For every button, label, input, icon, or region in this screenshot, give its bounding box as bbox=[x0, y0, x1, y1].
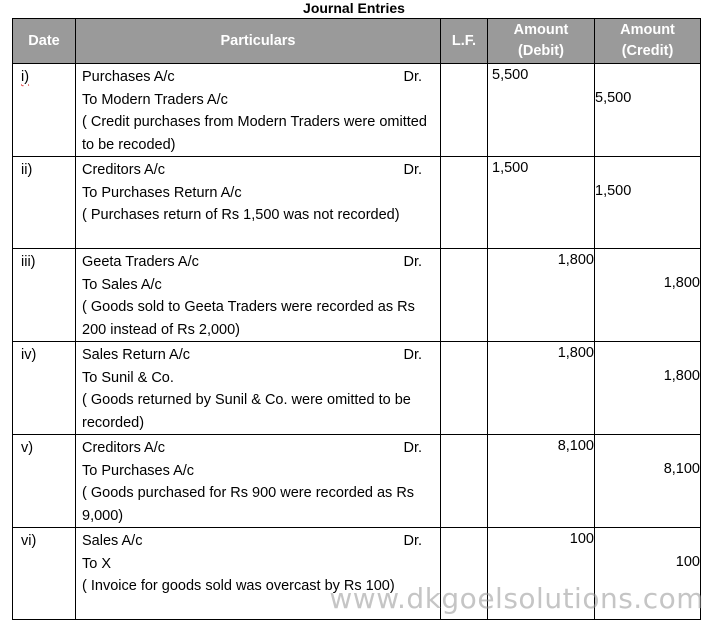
debit-amount: 1,800 bbox=[557, 345, 594, 361]
entry-credit bbox=[595, 342, 701, 435]
entry-date: iii) bbox=[13, 249, 76, 342]
credit-account: To X bbox=[82, 555, 112, 572]
entry-lf bbox=[441, 435, 488, 528]
dr-label: Dr. bbox=[403, 162, 422, 178]
narration: ( Invoice for goods sold was overcast by Rs 100) bbox=[82, 578, 395, 594]
credit-amount: 8,100 bbox=[663, 460, 700, 477]
entry-date: vi) bbox=[13, 528, 76, 620]
credit-account: To Modern Traders A/c bbox=[82, 91, 228, 108]
dr-label: Dr. bbox=[403, 69, 422, 85]
entry-lf bbox=[441, 157, 488, 249]
entry-particulars bbox=[76, 157, 441, 249]
table-row bbox=[13, 342, 701, 435]
narration: ( Goods sold to Geeta Traders were recorded as Rs 200 instead of Rs 2,000) bbox=[82, 299, 415, 338]
dr-label: Dr. bbox=[403, 347, 422, 363]
date-header: Date bbox=[13, 19, 76, 64]
debit-amount: 1,500 bbox=[492, 160, 529, 176]
entry-credit bbox=[595, 435, 701, 528]
credit-account: To Sales A/c bbox=[82, 276, 162, 293]
entry-debit bbox=[488, 157, 595, 249]
entry-credit bbox=[595, 157, 701, 249]
lf-header: L.F. bbox=[441, 19, 488, 64]
debit-amount: 100 bbox=[569, 531, 594, 547]
entry-particulars bbox=[76, 64, 441, 157]
credit-account: To Purchases A/c bbox=[82, 462, 195, 479]
entry-date: v) bbox=[13, 435, 76, 528]
narration: ( Credit purchases from Modern Traders were omitted to be recoded) bbox=[82, 114, 427, 153]
particulars-header: Particulars bbox=[76, 19, 441, 64]
dr-label: Dr. bbox=[403, 440, 422, 456]
header-row bbox=[13, 19, 701, 64]
entry-debit bbox=[488, 435, 595, 528]
dr-label: Dr. bbox=[403, 254, 422, 270]
entry-date: i) bbox=[13, 64, 76, 157]
entry-debit bbox=[488, 64, 595, 157]
watermark: www.dkgoelsolutions.com bbox=[329, 582, 704, 615]
credit-header bbox=[595, 19, 701, 64]
page-title: Journal Entries bbox=[303, 0, 405, 16]
credit-header-line2: (Credit) bbox=[621, 43, 674, 59]
credit-account: To Purchases Return A/c bbox=[82, 184, 242, 201]
debit-account: Creditors A/c Dr. bbox=[82, 437, 436, 460]
table-row bbox=[13, 249, 701, 342]
credit-amount: 5,500 bbox=[595, 89, 632, 106]
credit-amount: 1,800 bbox=[663, 367, 700, 384]
credit-header-line1: Amount bbox=[620, 22, 675, 38]
narration: ( Purchases return of Rs 1,500 was not recorded) bbox=[82, 207, 400, 223]
credit-amount: 100 bbox=[675, 553, 700, 570]
entry-particulars bbox=[76, 435, 441, 528]
debit-header-line2: (Debit) bbox=[518, 43, 564, 59]
entry-credit bbox=[595, 64, 701, 157]
narration: ( Goods purchased for Rs 900 were recorded as Rs 9,000) bbox=[82, 485, 415, 524]
debit-amount: 5,500 bbox=[492, 67, 529, 83]
debit-account: Creditors A/c Dr. bbox=[82, 159, 436, 182]
credit-amount: 1,500 bbox=[595, 182, 632, 199]
entry-lf bbox=[441, 64, 488, 157]
entry-debit bbox=[488, 249, 595, 342]
credit-account: To Sunil & Co. bbox=[82, 369, 174, 386]
entry-lf bbox=[441, 249, 488, 342]
credit-amount: 1,800 bbox=[663, 274, 700, 291]
entry-particulars bbox=[76, 249, 441, 342]
debit-account: Sales A/c Dr. bbox=[82, 530, 436, 553]
debit-amount: 8,100 bbox=[557, 438, 594, 454]
entry-date: iv) bbox=[13, 342, 76, 435]
debit-account: Sales Return A/c Dr. bbox=[82, 344, 436, 367]
narration: ( Goods returned by Sunil & Co. were omitted to be recorded) bbox=[82, 392, 411, 431]
debit-header-line1: Amount bbox=[513, 22, 569, 38]
debit-account: Geeta Traders A/c Dr. bbox=[82, 251, 436, 274]
dr-label: Dr. bbox=[403, 533, 422, 549]
table-row bbox=[13, 435, 701, 528]
table-row bbox=[13, 157, 701, 249]
debit-header bbox=[488, 19, 595, 64]
entry-credit bbox=[595, 249, 701, 342]
table-row bbox=[13, 64, 701, 157]
entry-particulars bbox=[76, 342, 441, 435]
entry-date: ii) bbox=[13, 157, 76, 249]
entry-lf bbox=[441, 342, 488, 435]
entry-debit bbox=[488, 342, 595, 435]
debit-account: Purchases A/c Dr. bbox=[82, 66, 436, 89]
debit-amount: 1,800 bbox=[557, 252, 594, 268]
journal-table bbox=[12, 18, 701, 620]
